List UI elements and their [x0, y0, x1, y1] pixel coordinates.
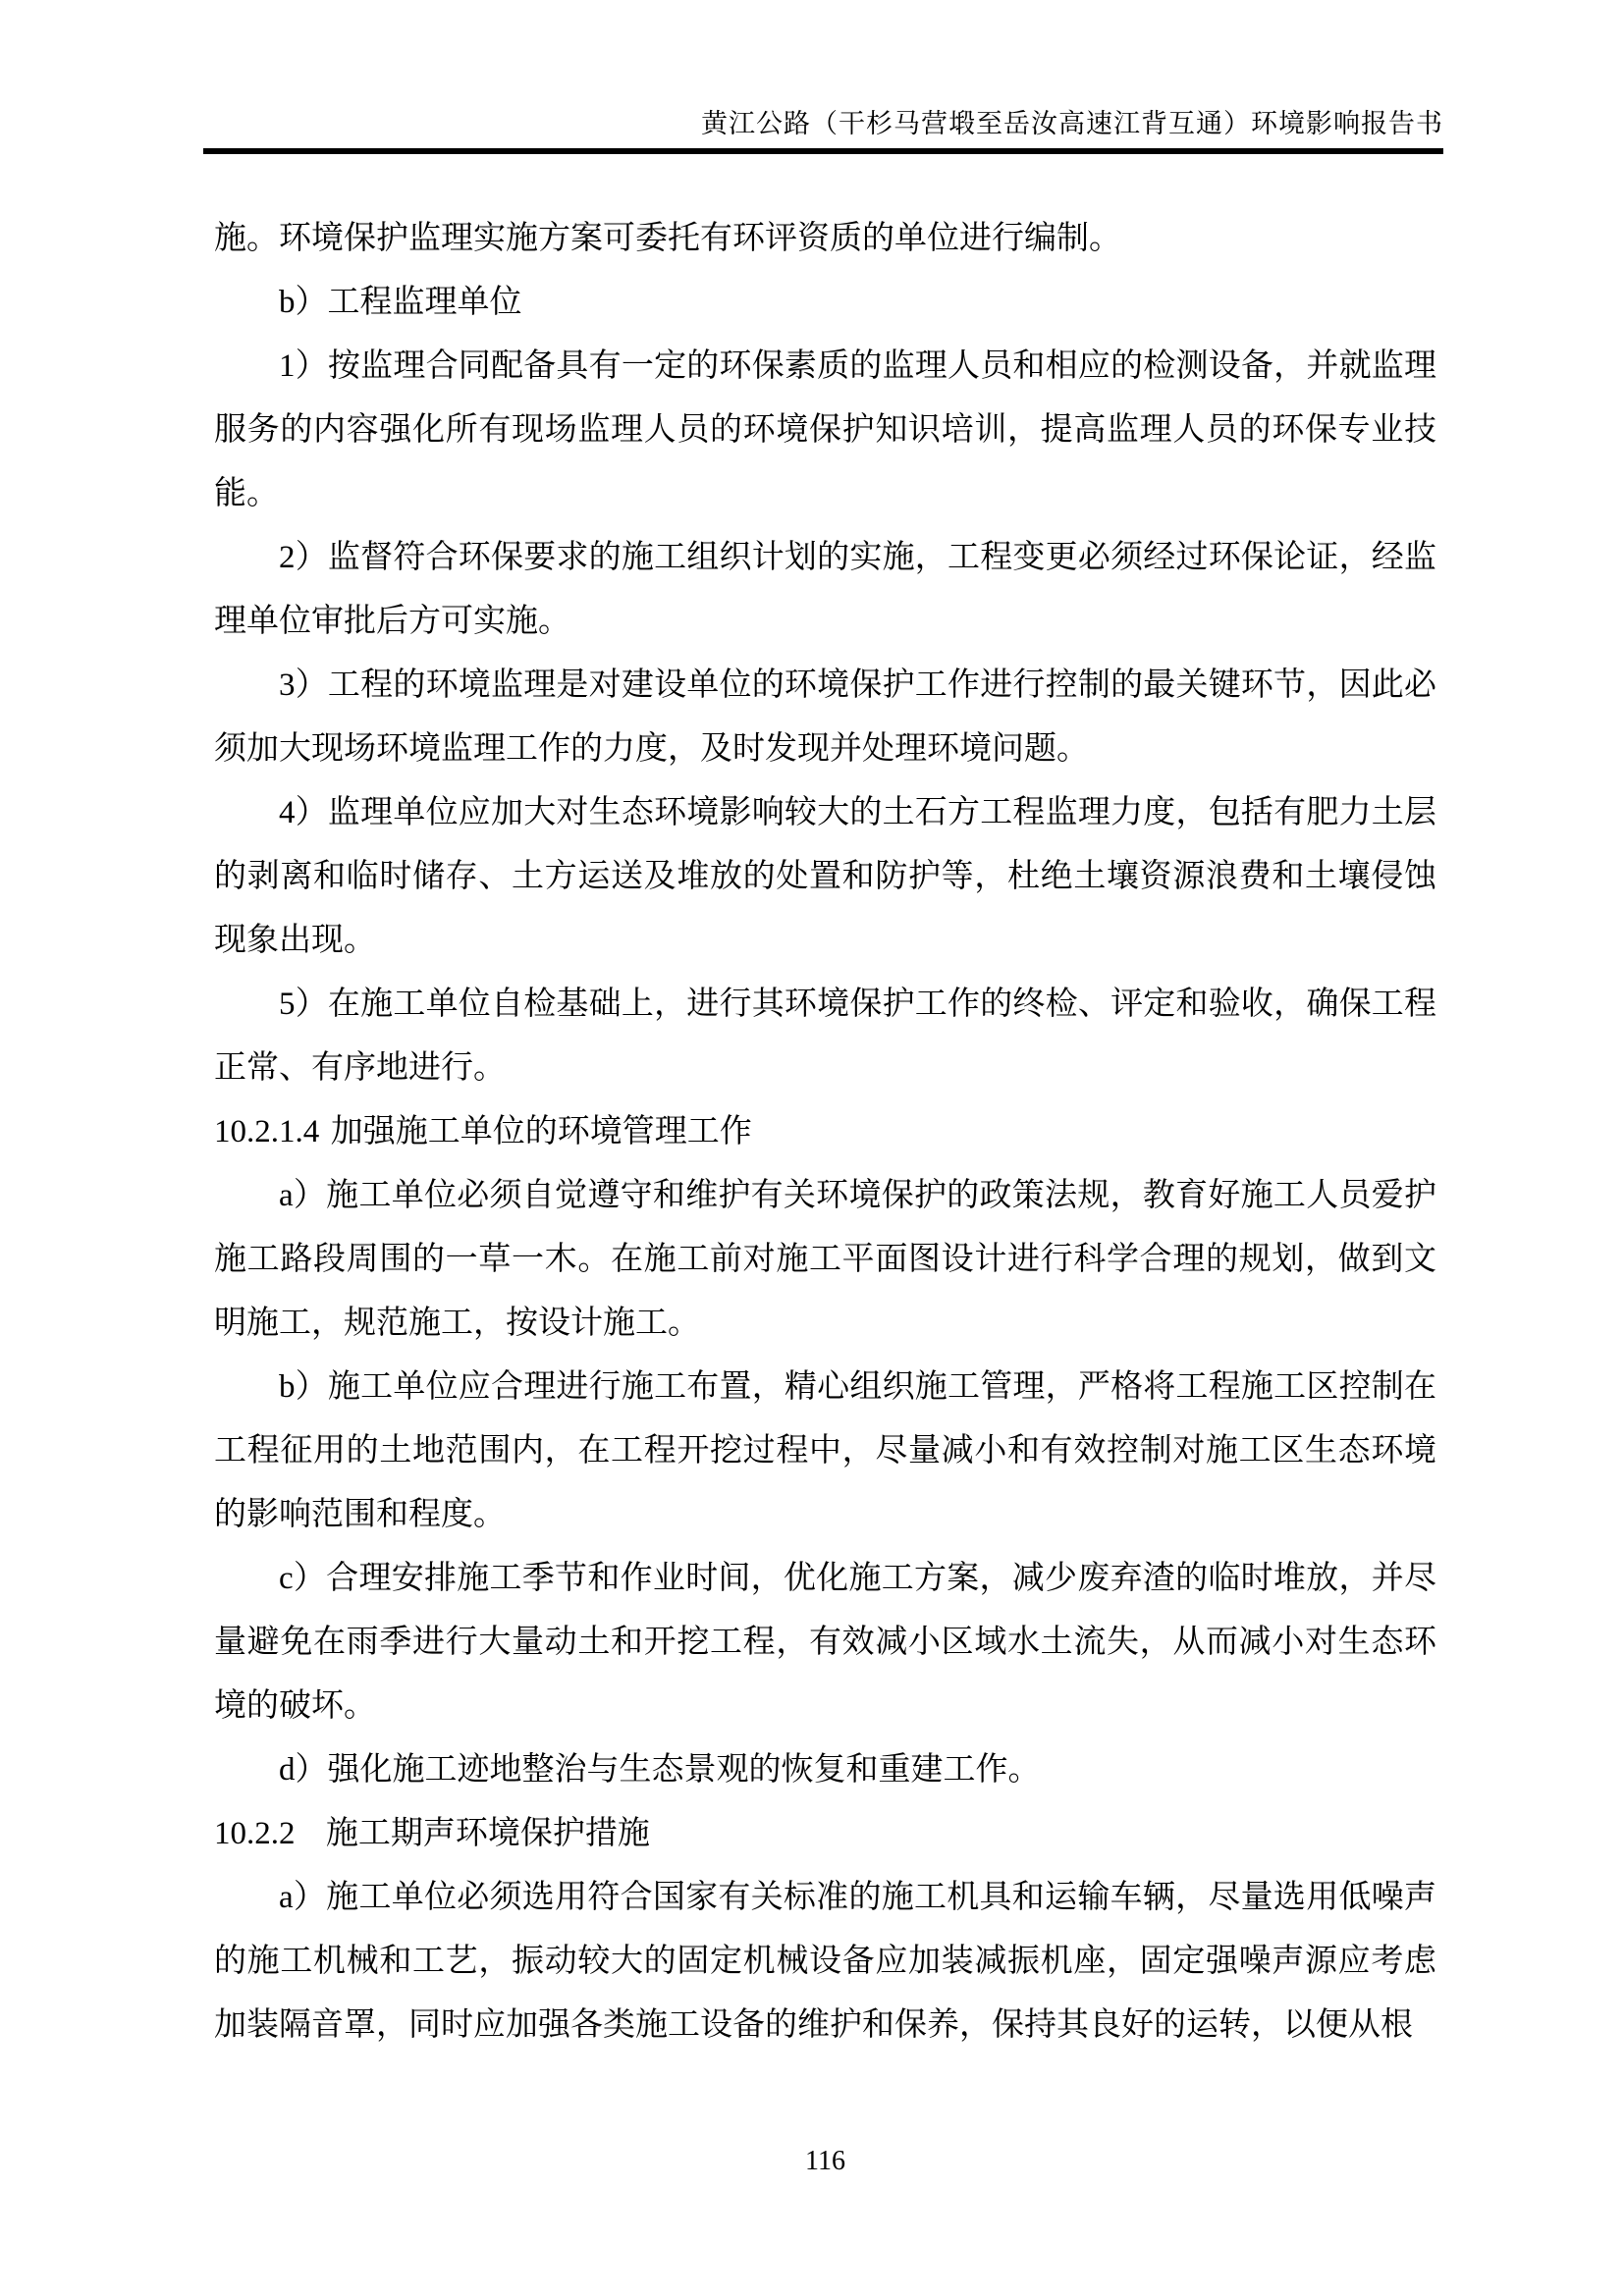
- section-number: 10.2.1.4: [214, 1114, 320, 1149]
- paragraph-item-d-site-restoration: d）强化施工迹地整治与生态景观的恢复和重建工作。: [279, 1752, 1041, 1788]
- paragraph-continuation: 施。环境保护监理实施方案可委托有环评资质的单位进行编制。: [214, 221, 1121, 256]
- page-footer: [214, 2145, 1436, 2178]
- paragraph-item-c-season-schedule: c）合理安排施工季节和作业时间，优化施工方案，减少废弃渣的临时堆放，并尽量避免在雨季进行大量动土和开挖工程，有效减小区域水土流失，从而减小对生态环境的破坏。: [214, 1561, 1436, 1724]
- paragraph-item-a-noise-equipment: a）施工单位必须选用符合国家有关标准的施工机具和运输车辆，尽量选用低噪声的施工机械和工艺，振动较大的固定机械设备应加装减振机座，固定强噪声源应考虑加装隔音罩，同时应加强各类施工设备的维护和保养，保持其良好的运转，以便从根: [214, 1880, 1436, 2043]
- section-heading-10-2-1-4: [214, 1100, 1436, 1164]
- section-title: 施工期声环境保护措施: [325, 1816, 650, 1851]
- document-body: [214, 207, 1436, 2057]
- running-header-title: 黄江公路（干杉马营塅至岳汝高速江背互通）环境影响报告书: [701, 109, 1443, 138]
- paragraph-item-2: 2）监督符合环保要求的施工组织计划的实施，工程变更必须经过环保论证，经监理单位审批后方可实施。: [214, 540, 1436, 639]
- page-number: 116: [805, 2146, 845, 2176]
- paragraph-item-1: 1）按监理合同配备具有一定的环保素质的监理人员和相应的检测设备，并就监理服务的内容强化所有现场监理人员的环境保护知识培训，提高监理人员的环保专业技能。: [214, 348, 1436, 511]
- paragraph-item-5: 5）在施工单位自检基础上，进行其环境保护工作的终检、评定和验收，确保工程正常、有序地进行。: [214, 987, 1436, 1086]
- paragraph-item-4: 4）监理单位应加大对生态环境影响较大的土石方工程监理力度，包括有肥力土层的剥离和临时储存、土方运送及堆放的处置和防护等，杜绝土壤资源浪费和土壤侵蚀现象出现。: [214, 795, 1436, 958]
- paragraph-item-3: 3）工程的环境监理是对建设单位的环境保护工作进行控制的最关键环节，因此必须加大现场环境监理工作的力度，及时发现并处理环境问题。: [214, 667, 1436, 767]
- running-header: [203, 108, 1443, 154]
- paragraph-item-b-supervision-unit: b）工程监理单位: [279, 285, 522, 320]
- section-heading-10-2-2: [214, 1802, 1436, 1866]
- paragraph-item-a-env-management: a）施工单位必须自觉遵守和维护有关环境保护的政策法规，教育好施工人员爱护施工路段周围的一草一木。在施工前对施工平面图设计进行科学合理的规划，做到文明施工，规范施工，按设计施工。: [214, 1178, 1436, 1341]
- paragraph-item-b-construction-layout: b）施工单位应合理进行施工布置，精心组织施工管理，严格将工程施工区控制在工程征用的土地范围内，在工程开挖过程中，尽量减小和有效控制对施工区生态环境的影响范围和程度。: [214, 1369, 1436, 1532]
- section-title: 加强施工单位的环境管理工作: [330, 1114, 752, 1149]
- section-number: 10.2.2: [214, 1816, 296, 1851]
